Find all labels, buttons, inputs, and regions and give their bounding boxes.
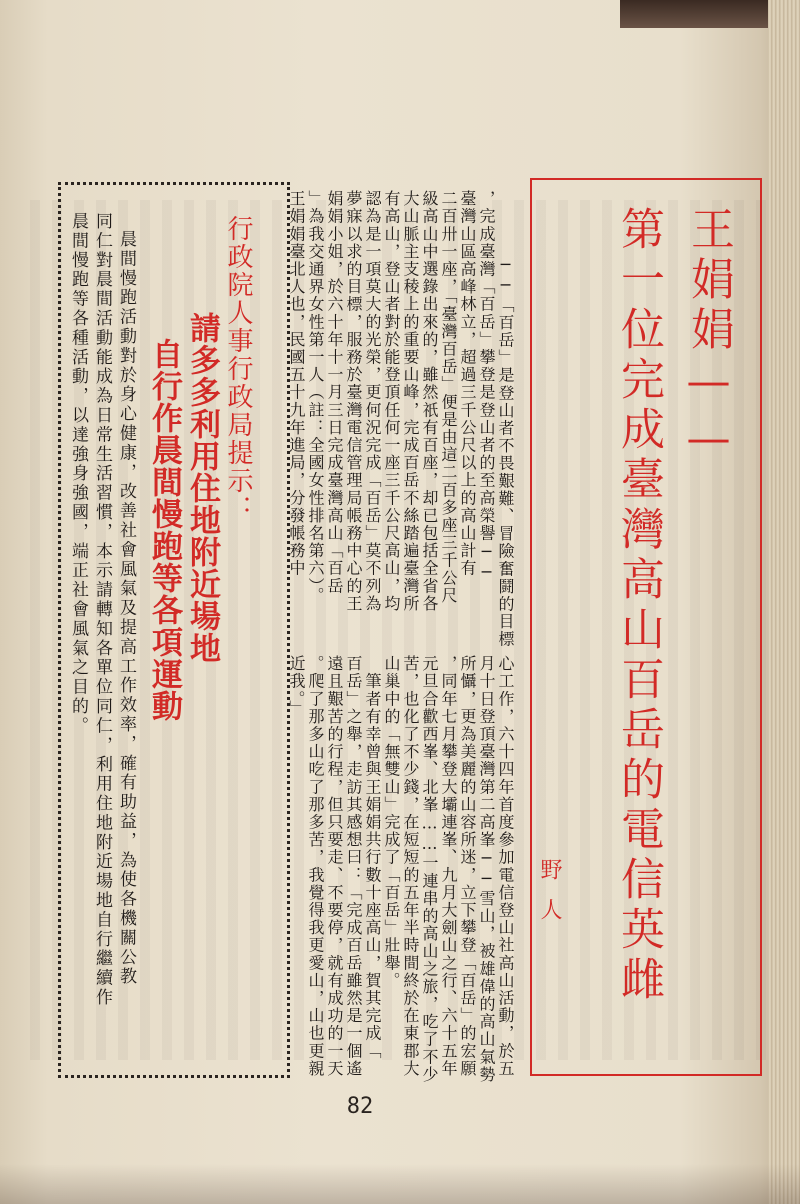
article-column: 近我。」 — [287, 655, 306, 718]
title-line-2: 第一位完成臺灣高山百岳的電信英雌 — [613, 206, 664, 1006]
article-column: 二百卅一座，「臺灣百岳」便是由這二百多座三千公尺 — [439, 190, 458, 605]
article-column: 。爬了那多山吃了那多苦，我覺得我更愛山，山也更親 — [306, 655, 325, 1078]
notice-body-line: 同仁對晨間活動能成為日常生活習慣，本示請轉知各單位同仁，利用住地附近場地自行繼續作 — [92, 212, 112, 1008]
notice-headline-1: 請多多利用住地附近場地 — [184, 312, 220, 664]
article-column: 心工作，六十四年首度參加電信登山社高山活動，於五 — [496, 655, 515, 1078]
article-column: 臺灣山區高峰林立，超過三千公尺以上的高山計有 — [458, 190, 477, 578]
article-column: 大山脈主支稜上的重要山峰，完成百岳不絲踏遍臺灣所 — [401, 190, 420, 613]
page-bottom-shadow — [0, 1164, 800, 1204]
article-column: 月十日登頂臺灣第二高峯──雪山，被雄偉的高山氣勢 — [477, 655, 496, 1084]
article-column: 認為是一項莫大的光榮，更何況完成「百岳」莫不列為 — [363, 190, 382, 613]
article-column: ，完成臺灣「百岳」攀登是登山者的至高榮譽── — [477, 190, 496, 584]
article-column: 有高山，登山者對於能登頂任何一座三千公尺高山，均 — [382, 190, 401, 613]
article-column: 所懾，更為美麗的山容所迷，立下攀登「百岳」的宏願 — [458, 655, 477, 1078]
article-column: 元旦合歡西峯、北峯……一連串的高山之旅，吃了不少 — [420, 655, 439, 1084]
article-column: ──「百岳」是登山者不畏艱難、冒險奮鬪的目標 — [496, 255, 515, 649]
article-column: ，同年七月攀登大壩連峯、九月大劍山之行、六十五年 — [439, 655, 458, 1078]
author: 野人 — [537, 858, 562, 938]
article-column: 遠且艱苦的行程，但只要走、不要停，就有成功的一天 — [325, 655, 344, 1078]
title-line-1: 王娟娟—— — [683, 206, 734, 470]
notice-heading: 行政院人事行政局提示： — [223, 215, 253, 523]
article-column: 百岳」之舉，走訪其感想曰：「完成百岳雖然是一個遙 — [344, 655, 363, 1078]
notice-body-line: 晨間慢跑等各種活動，以達強身強國，端正社會風氣之目的。 — [68, 212, 88, 736]
article-column: 」為我交通界女性第一人（註：全國女性排名第六）。 — [306, 190, 325, 605]
article-column: 級高山中選錄出來的，雖然祇有百座，却已包括全省各 — [420, 190, 439, 613]
article-column: 王娟娟臺北人也，民國五十九年進局，分發帳務中 — [287, 190, 306, 578]
article-column: 夢寐以求的目標，服務於臺灣電信管理局帳務中心的王 — [344, 190, 363, 613]
article-column: 山巢中的「無雙山」完成了「百岳」壯舉。 — [382, 655, 401, 990]
article-column: 苦，也化了不少錢，在短短的五年半時間終於在東郡大 — [401, 655, 420, 1078]
page-number: 82 — [346, 1094, 374, 1119]
notice-headline-2: 自行作晨間慢跑等各項運動 — [146, 338, 182, 722]
notice-body-line: 晨間慢跑活動對於身心健康，改善社會風氣及提高工作效率，確有助益，為使各機關公教 — [116, 230, 136, 987]
article-column: 娟娟小姐，於六十年十一月三日完成臺灣高山「百岳 — [325, 190, 344, 595]
article-column: 筆者有幸曾與王娟娟共行數十座高山，賀其完成「 — [363, 655, 382, 1060]
page-stack-edge — [768, 0, 800, 1204]
